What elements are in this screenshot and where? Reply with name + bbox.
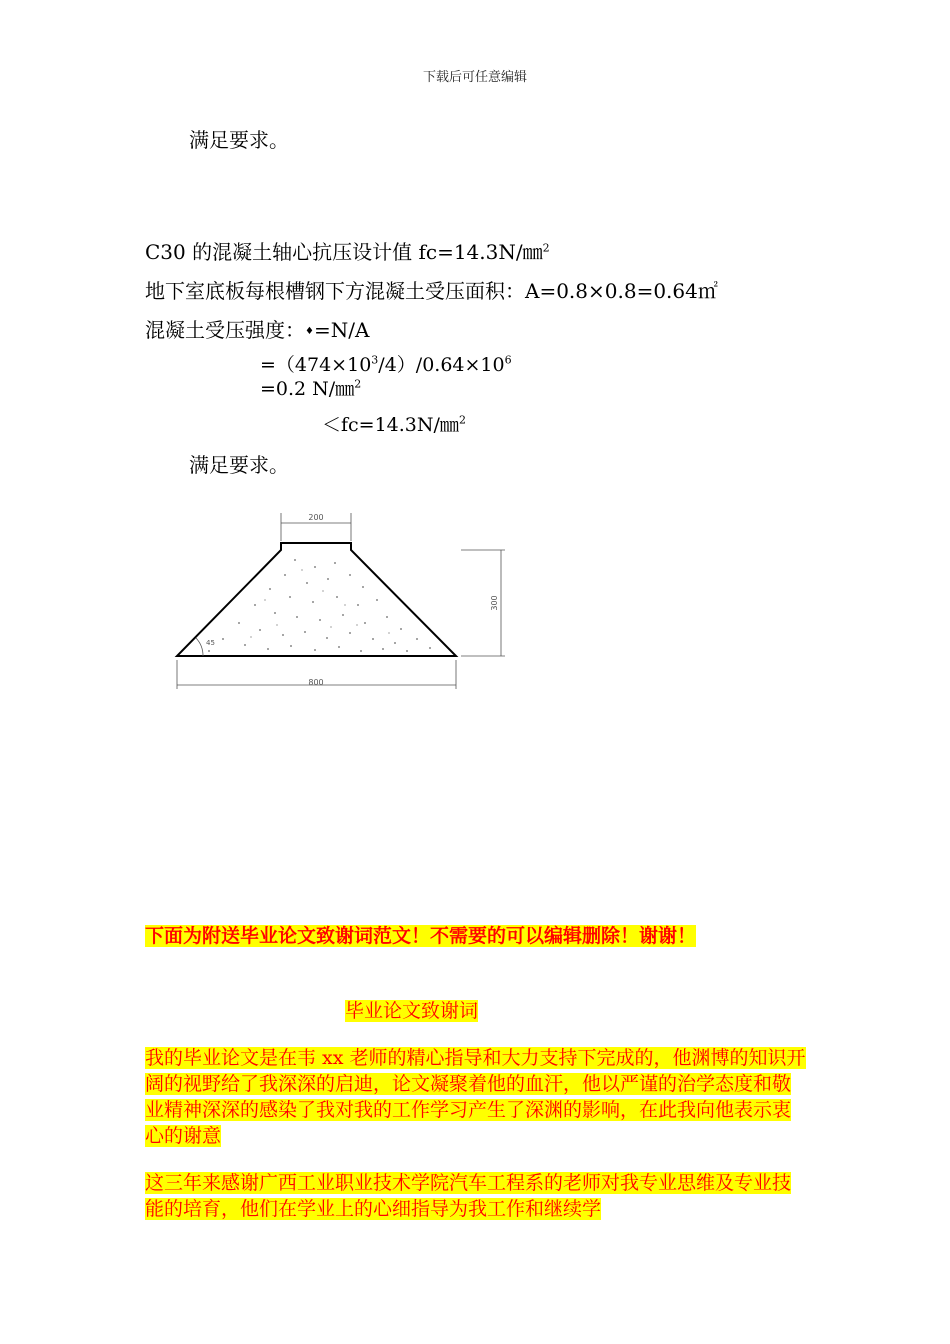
dim-label-top: 200 — [308, 513, 324, 522]
superscript: 2 — [354, 377, 362, 391]
calc-line-strength-label: 混凝土受压强度： — [145, 318, 305, 342]
angle-label: 45 — [206, 639, 215, 647]
calc-comparison-text: ＜fc=14.3N/㎜ — [322, 414, 459, 436]
page-header: 下载后可任意编辑 — [422, 70, 527, 85]
ack-title-text: 毕业论文致谢词 — [345, 1000, 479, 1022]
sigma-symbol-icon: ♦ — [305, 326, 314, 337]
calc-result-text: =0.2 N/㎜ — [260, 378, 355, 400]
dim-label-height: 300 — [490, 595, 499, 611]
trapezoid-outline — [177, 543, 456, 656]
calc-line-strength — [145, 314, 369, 343]
superscript: 6 — [504, 353, 512, 367]
calc-line-fc — [145, 236, 550, 265]
calc-line-comparison — [322, 410, 466, 437]
appendix-notice-text: 下面为附送毕业论文致谢词范文！不需要的可以编辑删除！谢谢！ — [145, 925, 697, 947]
paragraph-conclusion: 满足要求。 — [189, 453, 289, 477]
appendix-notice — [145, 921, 696, 948]
calc-line-strength-formula: =N/A — [313, 318, 370, 342]
paragraph-requirement-met: 满足要求。 — [189, 128, 289, 152]
superscript: 2 — [458, 413, 466, 427]
calc-sub-part-a: =（474×10 — [260, 354, 372, 376]
ack-paragraph-2-text: 这三年来感谢广西工业职业技术学院汽车工程系的老师对我专业思维及专业技能的培育，他们在学业上的心细指导为我工作和继续学 — [145, 1172, 792, 1220]
superscript: 3 — [371, 353, 379, 367]
calc-sub-part-b: /4）/0.64×10 — [378, 354, 505, 376]
superscript: 2 — [542, 241, 550, 255]
ack-title — [345, 996, 478, 1023]
ack-paragraph-1-text: 我的毕业论文是在韦 xx 老师的精心指导和大力支持下完成的，他渊博的知识开阔的视野给了我深深的启迪，论文凝聚着他的血汗，他以严谨的治学态度和敬业精神深深的感染了我对我的工作学习产生了深渊的影响，在此我向他表示衷心的谢意 — [145, 1047, 806, 1147]
concrete-section-drawing — [165, 505, 520, 695]
calc-line-substitution — [260, 350, 512, 377]
ack-paragraph-1 — [145, 1045, 809, 1149]
ack-paragraph-2 — [145, 1170, 809, 1222]
dim-label-bottom: 800 — [308, 678, 324, 687]
calc-line-area: 地下室底板每根槽钢下方混凝土受压面积：A=0.8×0.8=0.64㎡ — [145, 279, 718, 303]
calc-line-result — [260, 374, 361, 401]
calc-line-fc-text: C30 的混凝土轴心抗压设计值 fc=14.3N/㎜ — [145, 240, 543, 264]
